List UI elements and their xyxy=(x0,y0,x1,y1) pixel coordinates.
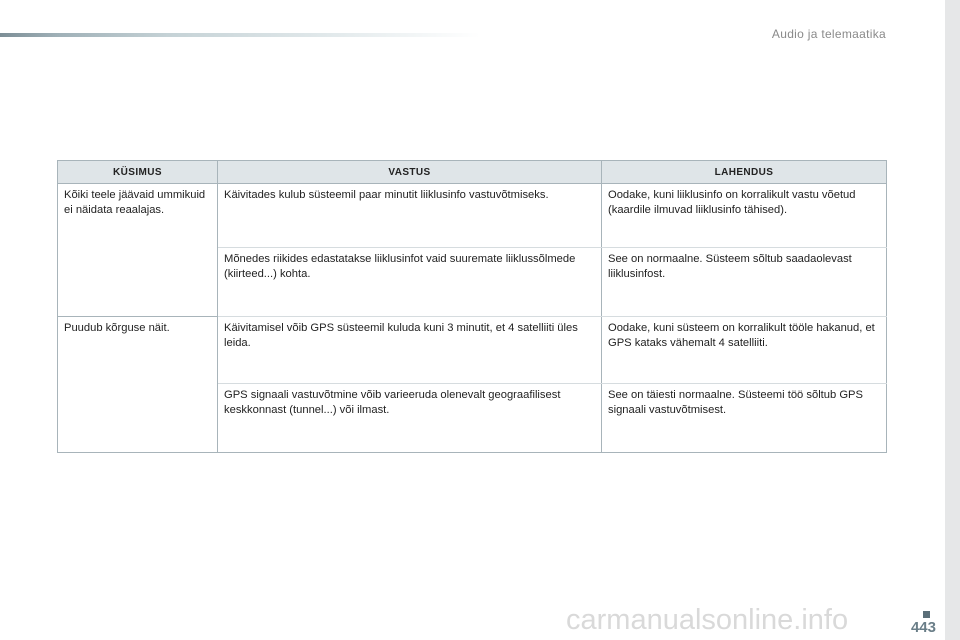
solution-cell: Oodake, kuni liiklusinfo on korralikult vastu võetud (kaardile ilmuvad liiklusinfo tähised). xyxy=(602,184,887,248)
page-number: 443 xyxy=(910,619,936,636)
page-marker-icon xyxy=(923,611,930,618)
table-row xyxy=(58,317,887,384)
column-header-question: KÜSIMUS xyxy=(58,161,218,184)
watermark: carmanualsonline.info xyxy=(566,604,849,636)
answer-cell: GPS signaali vastuvõtmine võib varieeruda olenevalt geograafilisest keskkonnast (tunnel...) või ilmast. xyxy=(218,384,602,453)
solution-cell: Oodake, kuni süsteem on korralikult tööle hakanud, et GPS kataks vähemalt 4 satelliiti. xyxy=(602,317,887,384)
troubleshooting-table xyxy=(57,160,887,453)
solution-cell: See on normaalne. Süsteem sõltub saadaolevast liiklusinfost. xyxy=(602,248,887,317)
solution-cell: See on täiesti normaalne. Süsteemi töö sõltub GPS signaali vastuvõtmisest. xyxy=(602,384,887,453)
column-header-answer: VASTUS xyxy=(218,161,602,184)
column-header-solution: LAHENDUS xyxy=(602,161,887,184)
question-cell: Puudub kõrguse näit. xyxy=(58,317,218,453)
question-cell: Kõiki teele jäävaid ummikuid ei näidata reaalajas. xyxy=(58,184,218,317)
section-title: Audio ja telemaatika xyxy=(771,27,886,41)
header-decorative-bar xyxy=(0,33,480,37)
answer-cell: Mõnedes riikides edastatakse liiklusinfot vaid suuremate liiklussõlmede (kiirteed...) kohta. xyxy=(218,248,602,317)
answer-cell: Käivitades kulub süsteemil paar minutit liiklusinfo vastuvõtmiseks. xyxy=(218,184,602,248)
page-edge-strip xyxy=(945,0,960,640)
table-header-row xyxy=(58,161,887,184)
table-row xyxy=(58,184,887,248)
answer-cell: Käivitamisel võib GPS süsteemil kuluda kuni 3 minutit, et 4 satelliiti üles leida. xyxy=(218,317,602,384)
